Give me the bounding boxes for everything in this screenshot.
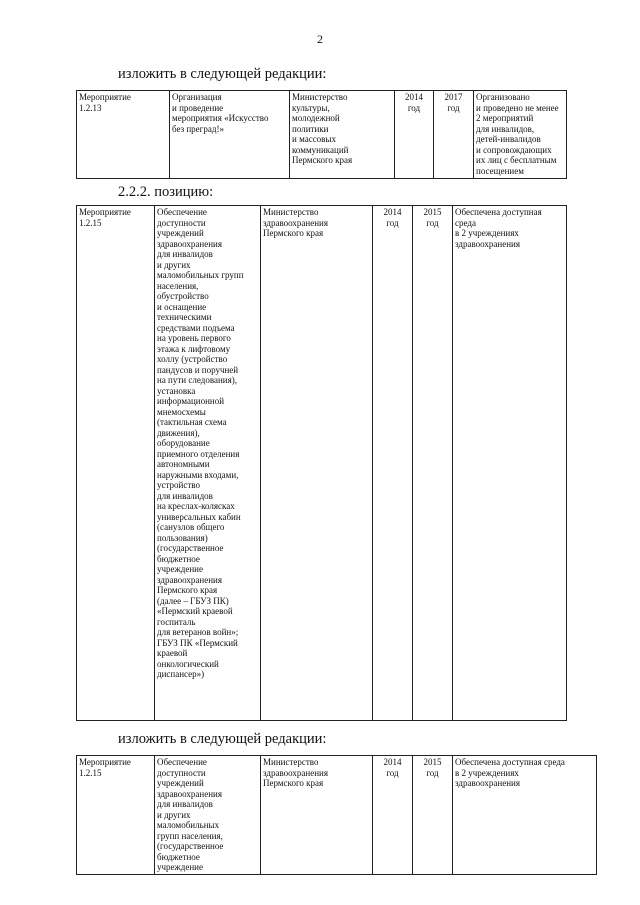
end-year-cell: 2017 год [434, 91, 474, 179]
table-event-1-2-13 [76, 90, 567, 179]
start-year-cell: 2014 год [373, 206, 413, 721]
event-description-cell: Обеспечение доступности учреждений здравоохранения для инвалидов и других маломобильных групп населения, обустройство и оснащение техническими средствами подъема на уровень первого этажа к лифтовому холлу (устройство пандусов и поручней на пути следования), установка информационной мнемосхемы (тактильная схема движения), оборудование приемного отделения автономными наружными входами, устройство для инвалидов на креслах-колясках универсальных кабин (санузлов общего пользования) (государственное бюджетное учреждение здравоохранения Пермского края (далее – ГБУЗ ПК) «Пермский краевой госпиталь для ветеранов войн»; ГБУЗ ПК «Пермский краевой онкологический диспансер») [155, 206, 261, 721]
page-number: 2 [317, 32, 323, 46]
table-row [77, 206, 567, 721]
table-event-1-2-15-new [76, 755, 597, 875]
table-row [77, 91, 567, 179]
start-year-cell: 2014 год [395, 91, 434, 179]
end-year-cell: 2015 год [413, 206, 453, 721]
ministry-cell: Министерство здравоохранения Пермского края [261, 206, 373, 721]
heading-new-edition-2: изложить в следующей редакции: [118, 731, 327, 747]
result-cell: Обеспечена доступная среда в 2 учреждениях здравоохранения [453, 206, 567, 721]
table-event-1-2-15-old [76, 205, 567, 721]
event-number-cell: Мероприятие 1.2.15 [77, 756, 155, 875]
start-year-cell: 2014 год [373, 756, 413, 875]
result-cell: Обеспечена доступная среда в 2 учреждениях здравоохранения [453, 756, 597, 875]
end-year-cell: 2015 год [413, 756, 453, 875]
ministry-cell: Министерство здравоохранения Пермского края [261, 756, 373, 875]
event-number-cell: Мероприятие 1.2.13 [77, 91, 170, 179]
event-description-cell: Обеспечение доступности учреждений здравоохранения для инвалидов и других маломобильных групп населения, (государственное бюджетное учреждение [155, 756, 261, 875]
ministry-cell: Министерство культуры, молодежной политики и массовых коммуникаций Пермского края [290, 91, 395, 179]
event-number-cell: Мероприятие 1.2.15 [77, 206, 155, 721]
heading-position: 2.2.2. позицию: [118, 184, 214, 200]
result-cell: Организовано и проведено не менее 2 мероприятий для инвалидов, детей-инвалидов и сопровождающих их лиц с бесплатным посещением [474, 91, 567, 179]
heading-new-edition-1: изложить в следующей редакции: [118, 66, 327, 82]
table-row [77, 756, 597, 875]
event-description-cell: Организация и проведение мероприятия «Искусство без преград!» [170, 91, 290, 179]
